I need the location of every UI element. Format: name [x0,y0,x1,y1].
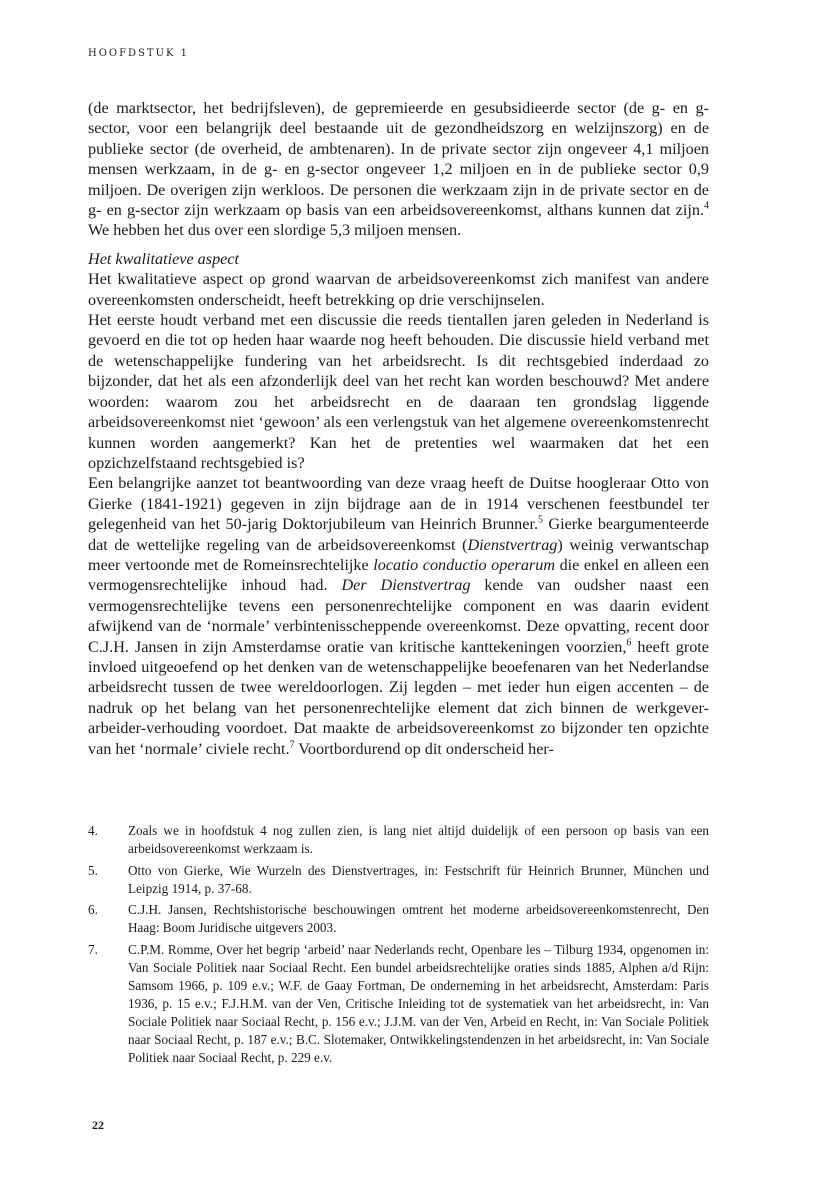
term-der-dienstvertrag: Der Dienstvertrag [341,576,471,595]
term-dienstvertrag: Dienstvertrag [467,535,558,554]
footnotes [88,822,709,1070]
paragraph-2: Het kwalitatieve aspect op grond waarvan de arbeidsovereenkomst zich manifest van andere overeenkomsten onderscheidt, heeft betrekking op drie verschijnselen. [88,270,709,309]
footnote-number: 5. [88,862,98,878]
footnote-ref-4: 4 [704,200,709,212]
page-number: 22 [92,1118,104,1132]
footnote-ref-6: 6 [626,637,632,649]
footnote [88,941,709,1067]
footnote-number: 6. [88,902,98,917]
body-text [88,98,709,759]
footnote-text: C.J.H. Jansen, Rechtshistorische beschouwingen omtrent het moderne arbeidsovereenkomstenrecht, Den Haag: Boom Juridische uitgevers 2003. [128,902,709,935]
footnote [88,862,709,898]
paragraph-3: Het eerste houdt verband met een discussie die reeds tientallen jaren geleden in Nederland is gevoerd en die tot op heden haar waarde nog heeft behouden. Die discussie hield verband met de wetenschappelijke fundering van het arbeidsrecht. Is dit rechtsgebied inderdaad zo bijzonder, dat het als een afzonderlijk deel van het recht kan worden beschouwd? Met andere woorden: waarom zou het arbeidsrecht en de daaraan ten grondslag liggende arbeidsovereenkomst niet ‘gewoon’ als een verlengstuk van het algemene overeenkomstenrecht kunnen worden aangemerkt? Kan het de pretenties wel waarmaken dat het een opzichzelfstaand rechtsgebied is? [88,311,709,472]
footnote-ref-5: 5 [538,514,543,526]
footnote-text: C.P.M. Romme, Over het begrip ‘arbeid’ naar Nederlands recht, Openbare les – Tilburg 1934, opgenomen in: Van Sociale Politiek naar Sociaal Recht. Een bundel arbeidsrechtelijke oraties sinds 1885, Alphen a/d Rijn: Samsom 1966, p. 109 e.v.; W.F. de Gaay Fortman, De onderneming in het arbeidsrecht, Amsterdam: Paris 1936, p. 15 e.v.; F.J.H.M. van der Ven, Critische Inleiding tot de systematiek van het arbeidsrecht, in: Van Sociale Politiek naar Sociaal Recht, p. 156 e.v.; J.J.M. van der Ven, Arbeid en Recht, in: Van Sociale Politiek naar Sociaal Recht, p. 187 e.v.; B.C. Slotemaker, Ontwikkelingstendenzen in het arbeidsrecht, in: Van Sociale Politiek naar Sociaal Recht, p. 229 e.v. [128,941,709,1065]
footnote [88,822,709,858]
footnote-number: 7. [88,941,98,957]
footnote-text: Zoals we in hoofdstuk 4 nog zullen zien, is lang niet altijd duidelijk of een persoon op basis van een arbeidsovereenkomst werkzaam is. [128,823,709,856]
paragraph-1: (de marktsector, het bedrijfsleven), de gepremieerde en gesubsidieerde sector (de g- en g-sector, voor een belangrijk deel bestaande uit de gezondheidszorg en welzijnszorg) en de publieke sector (de overheid, de ambtenaren). In de private sector zijn ongeveer 4,1 miljoen mensen werkzaam, in de g- en g-sector ongeveer 1,2 miljoen en in de publieke sector 0,9 miljoen. De overigen zijn werkloos. De personen die werkzaam zijn in de private sector en de g- en g-sector zijn werkzaam op basis van een arbeidsovereenkomst, althans kunnen dat zijn.$^4$ We hebben het dus over een slordige 5,3 miljoen mensen. [88,99,709,240]
running-head: HOOFDSTUK 1 [88,48,190,59]
paragraph-4: Een belangrijke aanzet tot beantwoording van deze vraag heeft de Duitse hoogleraar Otto von Gierke (1841-1921) gegeven in zijn bijdrage aan de in 1914 verschenen feestbundel ter gelegenheid van het 50-jarig Doktorjubileum van Heinrich Brunner.$^5$ Gierke beargumenteerde dat de wettelijke regeling van de arbeidsovereenkomst (Dienstvertrag) weinig verwantschap meer vertoonde met de Romeinsrechtelijke locatio conductio operarum die enkel en alleen een vermogensrechtelijke inhoud had. Der Dienstvertrag kende van oudsher naast een vermogensrechtelijke tevens een personenrechtelijke component en was daarin evident afwijkend van de ‘normale’ verbintenisscheppende overeenkomst. Deze opvatting, recent door C.J.H. Jansen in zijn Amsterdamse oratie van kritische kanttekeningen voorzien,$^6$ heeft grote invloed uitgeoefend op het denken van de wetenschappelijke beoefenaren van het Nederlandse arbeidsrecht tussen de twee wereldoorlogen. Zij legden – met ieder hun eigen accenten – de nadruk op het belang van het personenrechtelijke element dat zich binnen de werkgever-arbeider-verhouding voordoet. Dat maakte de arbeidsovereenkomst zo bijzonder ten opzichte van het ‘normale’ civiele recht.$^7$ Voortbordurend op dit onderscheid her- [88,474,710,758]
term-locatio: locatio conductio operarum [373,555,556,574]
section-heading: Het kwalitatieve aspect [88,249,240,268]
footnote-number: 4. [88,823,98,838]
footnote [88,901,709,937]
footnote-ref-7: 7 [289,739,295,751]
footnote-text: Otto von Gierke, Wie Wurzeln des Dienstvertrages, in: Festschrift für Heinrich Brunner, München und Leipzig 1914, p. 37-68. [128,862,709,896]
